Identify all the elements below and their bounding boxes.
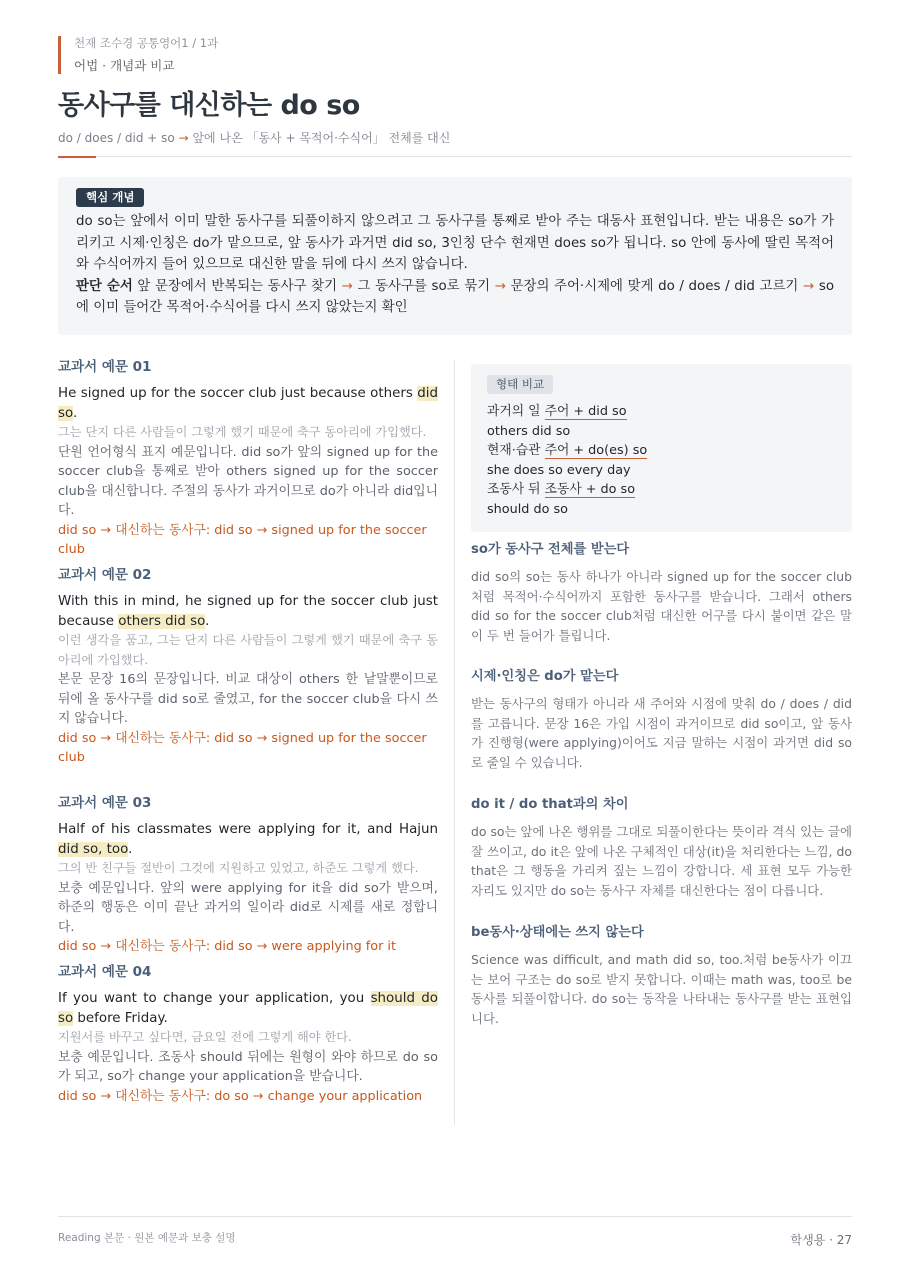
note-heading: be동사·상태에는 쓰지 않는다 xyxy=(471,925,644,940)
note-heading: 시제·인칭은 do가 맡는다 xyxy=(471,669,619,684)
running-header xyxy=(58,36,218,74)
title-divider xyxy=(58,156,852,157)
form-comparison-box xyxy=(471,364,852,532)
form-example: others did so xyxy=(487,423,571,439)
example-heading: 교과서 예문 03 xyxy=(58,795,152,811)
example-explanation: 보충 예문입니다. 앞의 were applying for it을 did so가 받으며, 하준의 행동은 이미 끝난 과거의 일이라 did로 시제를 새로 정합니다. xyxy=(58,880,438,935)
step-2: 그 동사구를 so로 묶기 xyxy=(357,278,491,294)
example-sentence xyxy=(58,384,438,423)
form-comparison-list xyxy=(487,402,836,519)
page-subtitle xyxy=(58,130,450,146)
arrow-icon: → xyxy=(178,131,189,145)
example-block xyxy=(58,358,438,560)
sentence-text: Half of his classmates were applying for it, and Hajun xyxy=(58,822,438,837)
core-concept-box xyxy=(58,177,852,335)
note-heading: do it / do that과의 차이 xyxy=(471,797,629,812)
sentence-text: He signed up for the soccer club just because others xyxy=(58,386,418,401)
step-1: 앞 문장에서 반복되는 동사구 찾기 xyxy=(137,278,338,294)
form-label: 과거의 일 xyxy=(487,404,545,419)
form-example: should do so xyxy=(487,501,568,517)
form-label: 현재·습관 xyxy=(487,443,545,458)
note-body: did so의 so는 동사 하나가 아니라 signed up for the soccer club처럼 목적어·수식어까지 포함한 동사구를 받습니다. 그래서 others did so for the soccer club처럼 대신한 어구를 다시 붙이면 같은 말이 두 번 들어가 틀립니다. xyxy=(471,569,852,643)
footer-divider xyxy=(58,1216,852,1217)
step-3: 문장의 주어·시제에 맞게 do / does / did 고르기 xyxy=(510,278,799,294)
series-label: 천재 조수경 공통영어1 / 1과 xyxy=(74,36,219,50)
column-divider xyxy=(454,360,455,1125)
form-comparison-tag: 형태 비교 xyxy=(487,375,553,394)
example-translation: 지원서를 바꾸고 싶다면, 금요일 전에 그렇게 해야 한다. xyxy=(58,1030,352,1044)
form-pattern: 주어 + did so xyxy=(544,404,627,419)
page-title: 동사구를 대신하는 do so xyxy=(58,90,360,121)
subtitle-tail: 앞에 나온 「동사 + 목적어·수식어」 전체를 대신 xyxy=(192,131,451,145)
steps-lead: 판단 순서 xyxy=(76,278,133,294)
note-body: Science was difficult, and math did so, too.처럼 be동사가 이끄는 보어 구조는 do so로 받지 못합니다. 이때는 math was, too로 be동사를 되풀이합니다. do so는 동작을 나타내는 동사구를 받는 표현입니다. xyxy=(471,952,852,1026)
page xyxy=(58,0,852,1287)
highlighted-phrase: others did so xyxy=(118,613,206,629)
note-block xyxy=(471,541,852,645)
arrow-icon: → xyxy=(494,278,506,294)
subtitle-lead: do / does / did + so xyxy=(58,131,175,145)
unit-label: 어법 · 개념과 비교 xyxy=(74,58,175,73)
note-block xyxy=(471,924,852,1028)
core-concept-tag: 핵심 개념 xyxy=(76,188,144,207)
note-body: do so는 앞에 나온 행위를 그대로 되풀이한다는 뜻이라 격식 있는 글에 잘 쓰이고, do it은 앞에 나온 구체적인 대상(it)을 처리한다는 느낌, do that은 그 행동을 가리켜 짚는 느낌이 강합니다. 세 표현 모두 가능한 자리도 있지만 do so는 동사구 자체를 대신한다는 점이 다릅니다. xyxy=(471,824,852,898)
sentence-text: . xyxy=(205,613,210,629)
note-block xyxy=(471,668,852,772)
example-result: did so → 대신하는 동사구: did so → signed up for the soccer club xyxy=(58,522,427,557)
example-translation: 그는 단지 다른 사람들이 그렇게 했기 때문에 축구 동아리에 가입했다. xyxy=(58,425,427,439)
example-result: did so → 대신하는 동사구: do so → change your application xyxy=(58,1088,423,1104)
form-example: she does so every day xyxy=(487,462,631,478)
example-block xyxy=(58,794,438,957)
example-block xyxy=(58,566,438,768)
example-translation: 그의 반 친구들 절반이 그것에 지원하고 있었고, 하준도 그렇게 했다. xyxy=(58,861,419,875)
form-label: 조동사 뒤 xyxy=(487,482,545,497)
example-sentence xyxy=(58,592,438,631)
note-body: 받는 동사구의 형태가 아니라 새 주어와 시점에 맞춰 do / does / did를 고릅니다. 문장 16은 가입 시점이 과거이므로 did so이고, 앞 동사가 진행형(were applying)이어도 지금 말하는 시점이 과거면 did so로 줄일 수 있습니다. xyxy=(471,696,852,770)
form-row xyxy=(487,402,836,422)
step-4: so에 이미 들어간 목적어·수식어를 다시 쓰지 않았는지 확인 xyxy=(76,278,835,315)
highlighted-phrase: did so xyxy=(58,386,438,421)
arrow-icon: → xyxy=(803,278,815,294)
example-heading: 교과서 예문 02 xyxy=(58,567,152,583)
example-result: did so → 대신하는 동사구: did so → signed up for the soccer club xyxy=(58,730,427,765)
example-result: did so → 대신하는 동사구: did so → were applying for it xyxy=(58,939,396,954)
sentence-text: . xyxy=(72,405,78,421)
example-translation: 이런 생각을 품고, 그는 단지 다른 사람들이 그렇게 했기 때문에 축구 동아리에 가입했다. xyxy=(58,633,438,667)
sentence-text: . xyxy=(128,841,133,857)
example-heading: 교과서 예문 01 xyxy=(58,359,152,375)
footer-section-label: Reading 본문 · 원본 예문과 보충 설명 xyxy=(58,1232,236,1244)
example-sentence xyxy=(58,989,438,1028)
form-pattern: 조동사 + do so xyxy=(544,482,636,497)
sentence-text: If you want to change your application, you xyxy=(58,991,371,1006)
example-block xyxy=(58,963,438,1106)
example-explanation: 본문 문장 16의 문장입니다. 비교 대상이 others 한 낱말뿐이므로 뒤에 올 동사구를 did so로 줄였고, for the soccer club을 다시 쓰지 않습니다. xyxy=(58,672,438,726)
sentence-text: With this in mind, he signed up for the soccer club just because xyxy=(58,594,438,629)
note-block xyxy=(471,796,852,900)
form-row xyxy=(487,480,836,500)
example-sentence xyxy=(58,820,438,859)
sentence-text: before Friday. xyxy=(73,1010,168,1026)
example-heading: 교과서 예문 04 xyxy=(58,964,152,980)
highlighted-phrase: should do so xyxy=(58,991,438,1026)
example-explanation: 단원 언어형식 표지 예문입니다. did so가 앞의 signed up for the soccer club을 통째로 받아 others signed up for the soccer club을 대신합니다. 주절의 동사가 과거이므로 do가 아니라 did입니다. xyxy=(58,444,438,518)
page-number: 학생용 · 27 xyxy=(790,1233,852,1247)
highlighted-phrase: did so, too xyxy=(58,841,129,857)
arrow-icon: → xyxy=(341,278,353,294)
form-pattern: 주어 + do(es) so xyxy=(544,443,648,458)
core-concept-text: do so는 앞에서 이미 말한 동사구를 되풀이하지 않으려고 그 동사구를 통째로 받아 주는 대동사 표현입니다. 받는 내용은 so가 가리키고 시제·인칭은 do가 맡으므로, 앞 동사가 과거면 did so, 3인칭 단수 현재면 does so가 됩니다. so 안에 동사에 딸린 목적어와 수식어까지 들어 있으므로 대신한 말을 뒤에 다시 쓰지 않습니다. xyxy=(76,214,834,272)
title-accent-bar xyxy=(58,156,96,158)
note-heading: so가 동사구 전체를 받는다 xyxy=(471,542,630,557)
example-explanation: 보충 예문입니다. 조동사 should 뒤에는 원형이 와야 하므로 do so가 되고, so가 change your application을 받습니다. xyxy=(58,1049,438,1084)
form-row xyxy=(487,441,836,461)
decision-steps xyxy=(76,276,834,319)
